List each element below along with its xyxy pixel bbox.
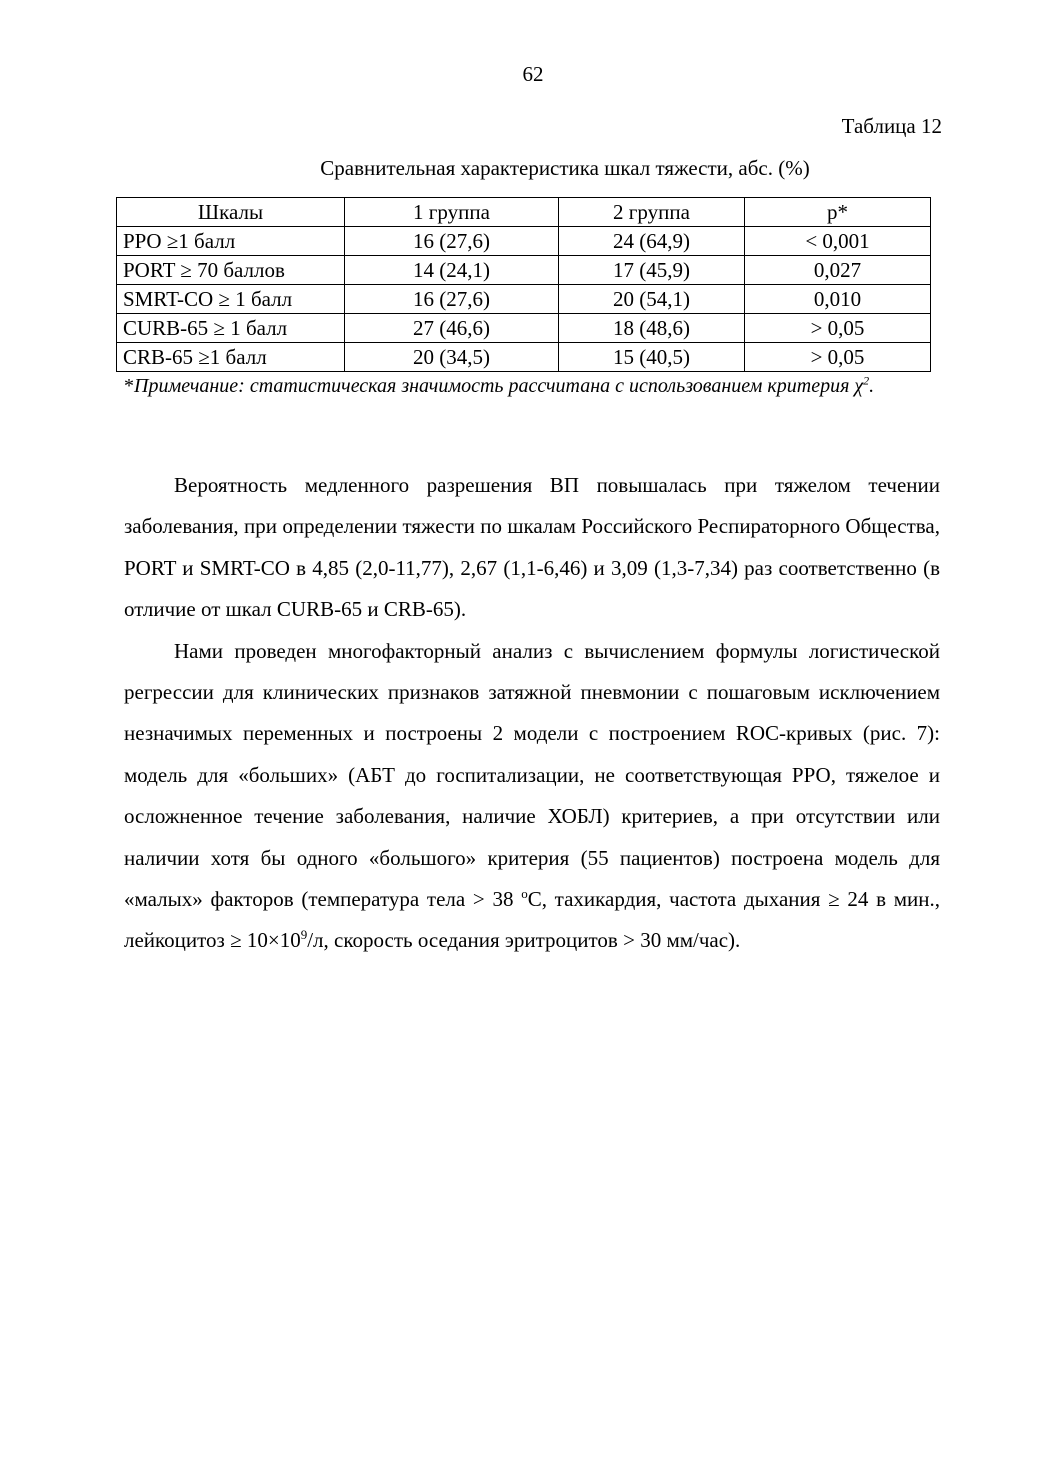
cell-scale: CRB-65 ≥1 балл	[117, 343, 345, 372]
table-label: Таблица 12	[841, 114, 942, 138]
note-suffix: .	[869, 375, 875, 397]
cell-group-2: 24 (64,9)	[559, 227, 745, 256]
cell-p-value: > 0,05	[745, 343, 931, 372]
paragraph-2-part-a: Нами проведен многофакторный анализ с вычислением формулы логистической регрессии для клинических признаков затяжной пневмонии с пошаговым исключением незначимых переменных и построены 2 модели с построением ROC-кривых (рис. 7): модель для «больших» (АБТ до госпитализации, не соответствующая РРО, тяжелое и осложненное течение заболевания, наличие ХОБЛ) критериев, а при отсутствии или наличии хотя бы одного «большого» критерия (55 пациентов) построена модель для «малых» факторов (температура тела > 38	[124, 638, 940, 912]
cell-p-value: < 0,001	[745, 227, 931, 256]
cell-group-2: 15 (40,5)	[559, 343, 745, 372]
table-row	[117, 256, 931, 285]
header-scales: Шкалы	[117, 198, 345, 227]
table-row	[117, 343, 931, 372]
page-number: 62	[522, 62, 544, 86]
table-row	[117, 285, 931, 314]
cell-scale: PORT ≥ 70 баллов	[117, 256, 345, 285]
cell-group-1: 16 (27,6)	[345, 285, 559, 314]
paragraph-2-part-c: /л, скорость оседания эритроцитов > 30 мм/час).	[307, 928, 741, 953]
cell-group-1: 20 (34,5)	[345, 343, 559, 372]
paragraph-1: Вероятность медленного разрешения ВП повышалась при тяжелом течении заболевания, при определении тяжести по шкалам Российского Респираторного Общества, PORT и SMRT-CO в 4,85 (2,0-11,77), 2,67 (1,1-6,46) и 3,09 (1,3-7,34) раз соответственно (в отличие от шкал CURB-65 и CRB-65).	[124, 473, 940, 622]
paragraph-2-part-b: С, тахикардия, частота дыхания ≥ 24 в мин., лейкоцитоз ≥ 10×10	[124, 887, 940, 953]
cell-scale: SMRT-CO ≥ 1 балл	[117, 285, 345, 314]
cell-group-2: 20 (54,1)	[559, 285, 745, 314]
cell-p-value: > 0,05	[745, 314, 931, 343]
table-caption: Сравнительная характеристика шкал тяжести, абс. (%)	[320, 156, 810, 180]
degree-superscript: о	[521, 886, 528, 902]
cell-p-value: 0,027	[745, 256, 931, 285]
severity-scales-table	[116, 197, 931, 372]
header-p-value: p*	[745, 198, 931, 227]
cell-group-1: 27 (46,6)	[345, 314, 559, 343]
note-text: Примечание: статистическая значимость рассчитана с использованием критерия χ	[134, 375, 864, 397]
note-asterisk: *	[124, 375, 134, 397]
header-group-2: 2 группа	[559, 198, 745, 227]
cell-p-value: 0,010	[745, 285, 931, 314]
body-text	[124, 465, 940, 962]
paragraph-2	[124, 631, 940, 962]
power-superscript: 9	[300, 927, 308, 943]
table-row	[117, 227, 931, 256]
cell-group-2: 18 (48,6)	[559, 314, 745, 343]
cell-group-1: 14 (24,1)	[345, 256, 559, 285]
table-note	[124, 372, 940, 400]
table-header-row	[117, 198, 931, 227]
note-superscript: 2	[863, 373, 870, 388]
cell-scale: CURB-65 ≥ 1 балл	[117, 314, 345, 343]
cell-scale: PPO ≥1 балл	[117, 227, 345, 256]
table-row	[117, 314, 931, 343]
cell-group-1: 16 (27,6)	[345, 227, 559, 256]
header-group-1: 1 группа	[345, 198, 559, 227]
cell-group-2: 17 (45,9)	[559, 256, 745, 285]
